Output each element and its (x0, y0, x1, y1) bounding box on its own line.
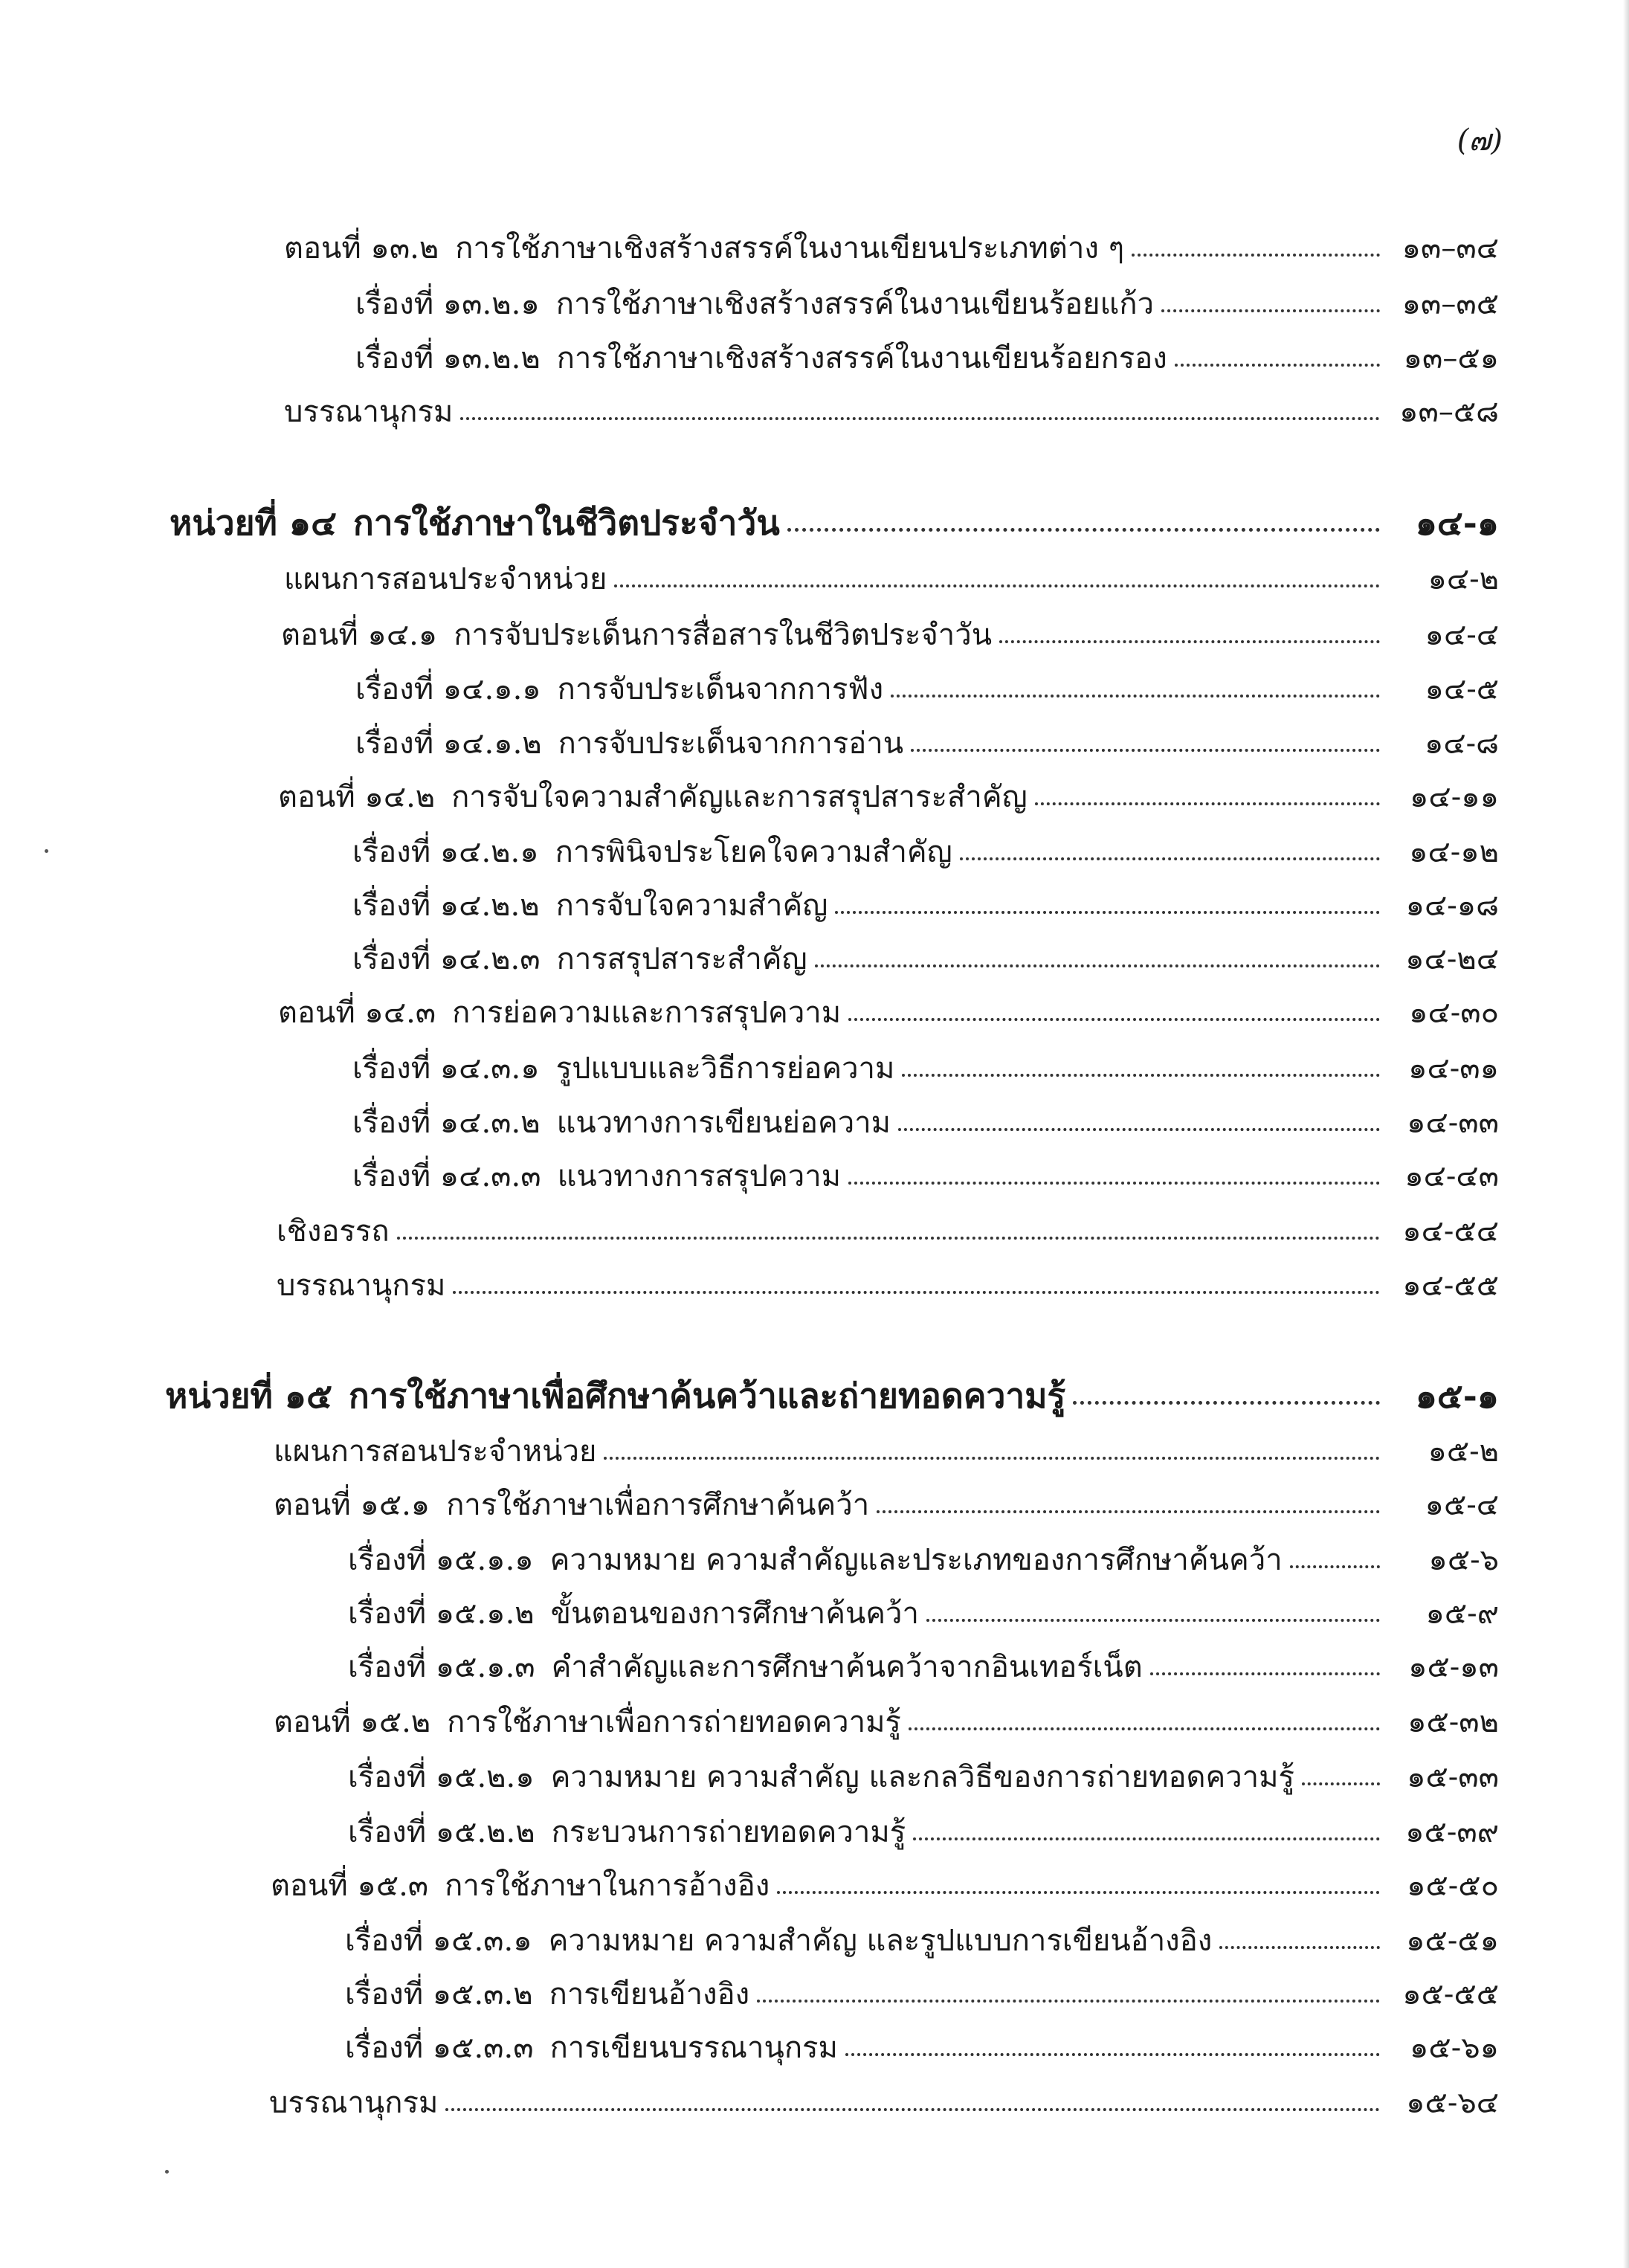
toc-entry-heading (165, 1376, 1065, 1417)
dot-leader (445, 2108, 1380, 2111)
dot-leader (604, 1457, 1380, 1460)
toc-entry (352, 1159, 1499, 1194)
toc-entry (352, 941, 1499, 977)
toc-entry-title: การจับใจความสำคัญ (555, 889, 828, 923)
scan-speck (165, 2170, 169, 2174)
toc-entry-page: ๑๕-๓๒ (1407, 1705, 1499, 1739)
toc-entry-heading (352, 1051, 894, 1086)
toc-entry (348, 1649, 1499, 1685)
dot-leader (1035, 802, 1380, 805)
toc-entry (277, 1268, 1499, 1304)
toc-entry-number: เรื่องที่ ๑๕.๓.๑ (345, 1924, 532, 1958)
toc-entry-title: การใช้ภาษาเชิงสร้างสรรค์ในงานเขียนร้อยแก้ว (555, 287, 1155, 321)
toc-entry (352, 1105, 1499, 1141)
toc-entry-title: เชิงอรรถ (277, 1214, 390, 1249)
toc-entry-title: บรรณานุกรม (269, 2086, 439, 2120)
toc-entry-heading (352, 1105, 891, 1141)
toc-entry-number: เรื่องที่ ๑๔.๑.๑ (355, 672, 541, 706)
toc-entry-number: ตอนที่ ๑๕.๑ (274, 1488, 430, 1522)
dot-leader (614, 584, 1380, 587)
dot-leader (1150, 1672, 1380, 1675)
toc-entry-page: ๑๔-๔๓ (1404, 1159, 1499, 1193)
toc-entry-number: เรื่องที่ ๑๔.๓.๓ (352, 1159, 541, 1193)
toc-entry-title: การใช้ภาษาเพื่อการถ่ายทอดความรู้ (447, 1705, 901, 1739)
toc-entry (284, 561, 1499, 597)
toc-entry-title: การใช้ภาษาในชีวิตประจำวัน (352, 503, 780, 543)
toc-entry-title: ความหมาย ความสำคัญ และกลวิธีของการถ่ายทอดความรู้ (550, 1760, 1294, 1794)
toc-entry-title: การใช้ภาษาเชิงสร้างสรรค์ในงานเขียนประเภทต่าง ๆ (455, 231, 1125, 265)
toc-entry-page: ๑๔-๑๑ (1410, 780, 1499, 814)
toc-entry-number: ตอนที่ ๑๕.๓ (271, 1869, 429, 1903)
toc-entry (355, 671, 1499, 707)
toc-entry-number: เรื่องที่ ๑๕.๑.๓ (348, 1650, 535, 1684)
toc-entry-heading (345, 1977, 749, 2012)
toc-entry-heading (284, 561, 607, 597)
toc-entry (345, 1923, 1499, 1959)
toc-entry-page: ๑๔-๕๔ (1402, 1214, 1499, 1249)
toc-entry-heading (348, 1759, 1294, 1795)
toc-entry-heading (348, 1814, 906, 1850)
toc-entry-number: เรื่องที่ ๑๕.๑.๒ (348, 1597, 535, 1631)
toc-entry-title: ความหมาย ความสำคัญ และรูปแบบการเขียนอ้างอิง (548, 1924, 1213, 1958)
toc-entry-title: คำสำคัญและการศึกษาค้นคว้าจากอินเทอร์เน็ต (551, 1650, 1143, 1684)
toc-entry-page: ๑๔-๕๕ (1402, 1269, 1499, 1303)
toc-entry-title: การจับประเด็นจากการฟัง (557, 672, 884, 706)
toc-entry-page: ๑๔-๕ (1425, 672, 1499, 706)
toc-entry-page: ๑๔-๔ (1425, 618, 1499, 652)
toc-entry-heading (352, 941, 807, 977)
toc-entry-title: บรรณานุกรม (284, 395, 454, 429)
toc-entry-heading (352, 1159, 841, 1194)
toc-entry-page: ๑๕-๓๓ (1407, 1760, 1499, 1794)
scan-speck (45, 849, 48, 853)
toc-entry (281, 617, 1499, 653)
toc-entry-number: เรื่องที่ ๑๕.๓.๒ (345, 1977, 533, 2011)
dot-leader (909, 1727, 1380, 1730)
toc-entry-number: เรื่องที่ ๑๕.๑.๑ (348, 1543, 534, 1577)
toc-entry-number: เรื่องที่ ๑๔.๒.๒ (352, 889, 540, 923)
toc-entry-number: ตอนที่ ๑๔.๑ (281, 618, 438, 652)
dot-leader (960, 857, 1380, 860)
toc-entry-number: เรื่องที่ ๑๕.๓.๓ (345, 2031, 534, 2065)
toc-entry-title: การย่อความและการสรุปความ (452, 996, 842, 1030)
toc-entry (170, 503, 1499, 544)
toc-entry-number: ตอนที่ ๑๔.๓ (278, 996, 436, 1030)
toc-entry-number: หน่วยที่ ๑๔ (170, 503, 337, 543)
toc-entry-heading (352, 834, 952, 870)
toc-entry-number: ตอนที่ ๑๓.๒ (284, 231, 439, 265)
toc-entry-page: ๑๕-๑ (1415, 1376, 1499, 1416)
toc-entry-number: เรื่องที่ ๑๔.๑.๒ (355, 727, 542, 761)
toc-entry-heading (355, 671, 883, 707)
toc-entry-page: ๑๔-๓๓ (1407, 1106, 1499, 1140)
toc-entry-page: ๑๕-๔ (1425, 1488, 1499, 1522)
toc-entry (348, 1759, 1499, 1795)
dot-leader (902, 1074, 1380, 1077)
dot-leader (460, 417, 1380, 420)
toc-entry-number: เรื่องที่ ๑๕.๒.๑ (348, 1760, 535, 1794)
toc-entry (165, 1376, 1499, 1417)
toc-entry-title: แนวทางการสรุปความ (557, 1159, 842, 1193)
toc-entry-number: เรื่องที่ ๑๔.๒.๓ (352, 942, 541, 976)
dot-leader (898, 1128, 1380, 1131)
toc-entry-page: ๑๔-๘ (1424, 727, 1499, 761)
toc-entry (348, 1542, 1499, 1578)
toc-entry-heading (269, 2085, 438, 2121)
toc-entry (352, 1051, 1499, 1086)
toc-entry (352, 888, 1499, 924)
toc-entry-heading (278, 995, 841, 1031)
dot-leader (397, 1237, 1380, 1240)
toc-entry-number: เรื่องที่ ๑๕.๒.๒ (348, 1815, 535, 1849)
toc-entry-heading (348, 1596, 919, 1631)
page-number: (๗) (1457, 123, 1503, 158)
toc-entry-page: ๑๕-๕๕ (1402, 1977, 1499, 2011)
toc-entry-heading (345, 2030, 838, 2066)
toc-entry-title: แนวทางการเขียนย่อความ (556, 1106, 891, 1140)
toc-entry-page: ๑๔-๒๔ (1405, 942, 1499, 976)
toc-entry (284, 394, 1499, 430)
toc-entry (269, 2085, 1499, 2121)
toc-entry-title: การสรุปสาระสำคัญ (556, 942, 807, 976)
toc-entry-heading (284, 394, 453, 430)
toc-entry-number: เรื่องที่ ๑๓.๒.๑ (355, 287, 540, 321)
toc-entry-title: แผนการสอนประจำหน่วย (284, 562, 607, 596)
dot-leader (926, 1619, 1380, 1622)
toc-entry-page: ๑๔-๑๒ (1409, 835, 1499, 869)
dot-leader (777, 1891, 1380, 1894)
toc-entry-heading (352, 888, 828, 924)
toc-entry-page: ๑๔-๓๐ (1409, 996, 1499, 1030)
toc-entry-title: การเขียนอ้างอิง (549, 1977, 750, 2011)
dot-leader (1302, 1782, 1380, 1785)
toc-entry-page: ๑๕-๒ (1428, 1434, 1499, 1469)
toc-entry-title: การจับใจความสำคัญและการสรุปสาระสำคัญ (451, 780, 1028, 814)
toc-entry-title: การใช้ภาษาเพื่อการศึกษาค้นคว้า (446, 1488, 870, 1522)
toc-entry-number: หน่วยที่ ๑๕ (165, 1376, 332, 1416)
dot-leader (1175, 364, 1380, 367)
toc-entry-title: การจับประเด็นการสื่อสารในชีวิตประจำวัน (454, 618, 993, 652)
toc-entry-heading (278, 779, 1028, 815)
dot-leader (877, 1510, 1380, 1513)
toc-entry-title: บรรณานุกรม (277, 1269, 446, 1303)
toc-entry-title: กระบวนการถ่ายทอดความรู้ (551, 1815, 906, 1849)
toc-entry-heading (348, 1542, 1283, 1578)
toc-entry-heading (274, 1487, 869, 1523)
dot-leader (1161, 309, 1380, 312)
toc-entry-heading (271, 1868, 770, 1904)
toc-entry (348, 1814, 1499, 1850)
toc-entry-page: ๑๔-๑๘ (1405, 889, 1499, 923)
toc-entry (284, 231, 1499, 266)
toc-entry-title: การใช้ภาษาในการอ้างอิง (445, 1869, 770, 1903)
toc-entry-heading (348, 1649, 1143, 1685)
toc-entry-page: ๑๕-๕๑ (1406, 1924, 1499, 1958)
dot-leader (891, 695, 1380, 698)
toc-entry-heading (281, 617, 992, 653)
toc-entry-page: ๑๕-๖๑ (1410, 2031, 1499, 2065)
toc-entry-title: รูปแบบและวิธีการย่อความ (555, 1051, 895, 1086)
toc-entry-title: การใช้ภาษาเพื่อศึกษาค้นคว้าและถ่ายทอดความรู้ (348, 1376, 1066, 1416)
toc-entry (345, 2030, 1499, 2066)
toc-entry-page: ๑๓–๕๑ (1403, 341, 1499, 376)
toc-entry-page: ๑๔-๑ (1415, 503, 1499, 543)
toc-entry-title: การพินิจประโยคใจความสำคัญ (555, 835, 952, 869)
toc-entry-heading (355, 341, 1167, 376)
toc-entry-page: ๑๔-๓๑ (1408, 1051, 1499, 1086)
toc-entry-heading (274, 1704, 901, 1740)
toc-entry-heading (345, 1923, 1212, 1959)
toc-entry-number: ตอนที่ ๑๕.๒ (274, 1705, 431, 1739)
dot-leader (911, 749, 1380, 752)
toc-entry-heading (170, 503, 780, 544)
toc-entry-number: ตอนที่ ๑๔.๒ (278, 780, 436, 814)
dot-leader (815, 964, 1380, 967)
dot-leader (999, 640, 1380, 643)
toc-entry-page: ๑๕-๑๓ (1408, 1650, 1499, 1684)
toc-entry-heading (277, 1214, 390, 1249)
toc-entry (274, 1487, 1499, 1523)
toc-entry (278, 779, 1499, 815)
toc-entry-heading (274, 1434, 596, 1469)
toc-entry (355, 286, 1499, 322)
dot-leader (453, 1291, 1380, 1294)
toc-entry (277, 1214, 1499, 1249)
toc-entry-heading (277, 1268, 445, 1304)
toc-entry (274, 1704, 1499, 1740)
toc-entry-heading (284, 231, 1124, 266)
toc-entry-number: เรื่องที่ ๑๔.๓.๒ (352, 1106, 541, 1140)
toc-entry-page: ๑๕-๕๐ (1407, 1869, 1499, 1903)
toc-entry (345, 1977, 1499, 2012)
toc-entry-number: เรื่องที่ ๑๓.๒.๒ (355, 341, 541, 376)
toc-entry (348, 1596, 1499, 1631)
dot-leader (848, 1018, 1380, 1021)
toc-entry-title: แผนการสอนประจำหน่วย (274, 1434, 597, 1469)
toc-entry (352, 834, 1499, 870)
toc-entry-page: ๑๕-๖ (1428, 1543, 1499, 1577)
toc-entry-page: ๑๕-๙ (1425, 1597, 1499, 1631)
toc-entry-number: เรื่องที่ ๑๔.๓.๑ (352, 1051, 540, 1086)
toc-entry (355, 341, 1499, 376)
toc-entry-title: ความหมาย ความสำคัญและประเภทของการศึกษาค้นคว้า (549, 1543, 1283, 1577)
toc-entry-number: เรื่องที่ ๑๔.๒.๑ (352, 835, 539, 869)
toc-entry-page: ๑๔-๒ (1428, 562, 1499, 596)
dot-leader (835, 911, 1380, 914)
toc-entry-title: การใช้ภาษาเชิงสร้างสรรค์ในงานเขียนร้อยกรอง (556, 341, 1167, 376)
toc-entry-page: ๑๓–๓๔ (1401, 231, 1499, 265)
toc-entry-title: ขั้นตอนของการศึกษาค้นคว้า (550, 1597, 919, 1631)
toc-entry-title: การจับประเด็นจากการอ่าน (558, 727, 904, 761)
page-edge-shadow (1623, 0, 1629, 2268)
dot-leader (787, 528, 1380, 532)
toc-entry (274, 1434, 1499, 1469)
dot-leader (913, 1837, 1380, 1840)
toc-entry-title: การเขียนบรรณานุกรม (549, 2031, 838, 2065)
toc-entry (271, 1868, 1499, 1904)
dot-leader (1219, 1946, 1380, 1949)
toc-entry (355, 726, 1499, 761)
dot-leader (845, 2053, 1380, 2056)
dot-leader (1132, 254, 1380, 257)
toc-entry-page: ๑๓–๓๕ (1401, 287, 1499, 321)
dot-leader (757, 2000, 1380, 2003)
dot-leader (1073, 1401, 1380, 1405)
toc-entry-heading (355, 286, 1154, 322)
toc-entry-page: ๑๕-๖๔ (1406, 2086, 1499, 2120)
dot-leader (1290, 1565, 1380, 1568)
toc-entry (278, 995, 1499, 1031)
toc-entry-page: ๑๓–๕๘ (1399, 395, 1499, 429)
toc-entry-page: ๑๕-๓๙ (1405, 1815, 1499, 1849)
toc-entry-heading (355, 726, 903, 761)
dot-leader (848, 1182, 1380, 1185)
